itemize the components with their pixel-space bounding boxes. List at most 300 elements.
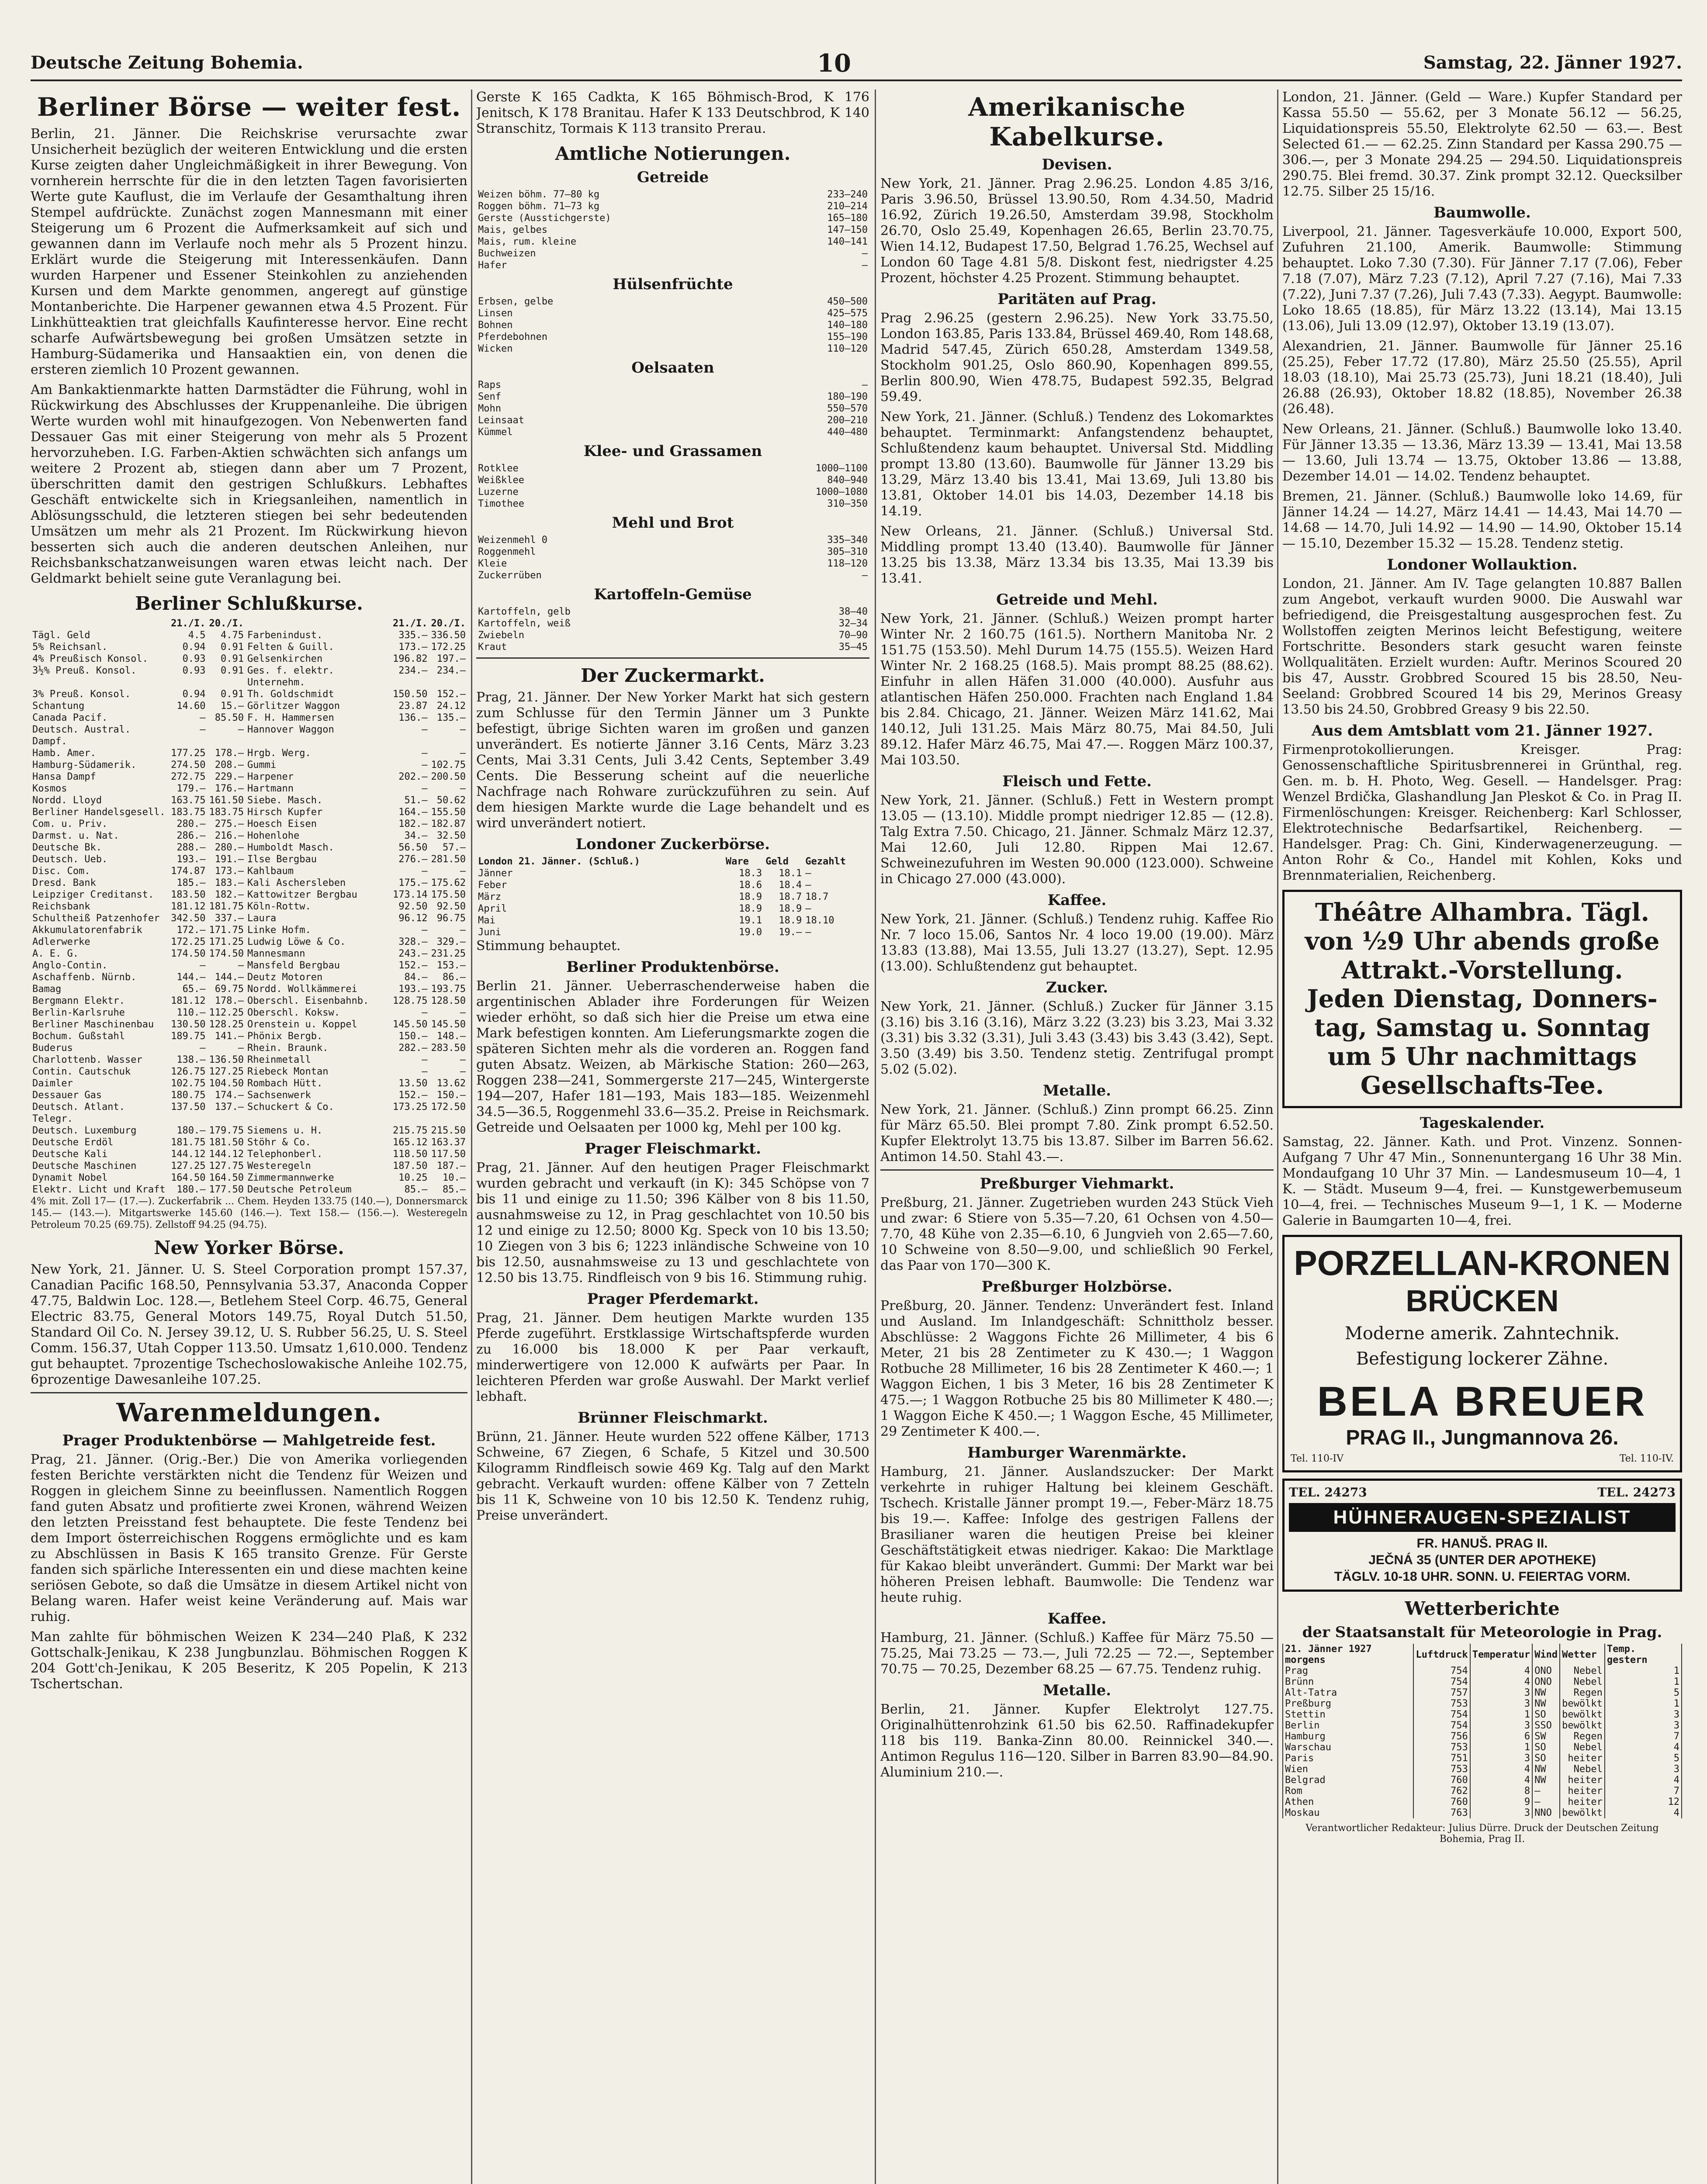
article-paragraph: Am Bankaktienmarkte hatten Darmstädter die Führung, wohl in Rückwirkung des Abschlusses der Kruppenanleihe. Die übrigen Werte wurden wohl mit hinaufgezogen. Von Nebenwerten fand Dessauer Gas mit einer Steigerung von mehr als 5 Prozent hervorzuheben. I.G. Farben-Aktien schwächten sich anfangs um weitere 2 Prozent ab, stiegen dann aber um 7 Prozent, überschritten damit den gestrigen Schlußkurs. Lebhaftes Geschäft entwickelte sich in Kriegsanleihen, namentlich in Ablösungsschuld, die letzteren stiegen bei sehr bedeutenden Umsätzen um mehr als 21 Prozent. Im Rückwirkung hievon besserten sich auch die anderen deutschen Anleihen, nur Reichsbankschatzanweisungen waren etwas leicht nach. Der Geldmarkt behielt seine gute Veranlagung bei.	[31, 382, 467, 586]
table-cell: 178.—	[215, 748, 244, 759]
article-paragraph: Brünn, 21. Jänner. Heute wurden 522 offene Kälber, 1713 Schweine, 67 Ziegen, 6 Schafe, 5 Kitzel und 30.500 Kilogramm Rindfleisch sowie 469 Kg. Talg auf den Markt gebracht. Verkauft wurden: offene Kälber von 7 Zetteln bis 11 K, Schweine von 10 bis 12.50 K. Tendenz ruhig, Preise unverändert.	[476, 1429, 869, 1523]
subsection-oelsaaten: Oelsaaten	[631, 359, 714, 377]
table-cell: Bergmann Elektr.	[32, 995, 125, 1006]
table-cell: 18.10	[805, 915, 834, 926]
table-row	[31, 1066, 467, 1078]
table-row	[476, 474, 869, 486]
table-row	[31, 1042, 467, 1054]
table-cell: Gummi	[247, 760, 277, 771]
table-row	[31, 1137, 467, 1148]
table-cell: 173.25	[393, 1102, 428, 1113]
table-cell: 3	[1470, 1698, 1532, 1709]
table-row	[31, 1030, 467, 1042]
table-cell: 3% Preuß. Konsol.	[32, 689, 131, 700]
article-paragraph: London, 21. Jänner. Am IV. Tage gelangten 10.887 Ballen zum Angebot, verkauft wurden 9000. Die Auswahl war befriedigend, die Preisgestaltung ausgesprochen fest. Zu Wollstoffen zeigten Merinos leicht Befestigung, weitere Fortschritte. Besonders stark gesucht waren feinste Wollqualitäten. Erzielt wurden: Auftr. Merinos Scoured 20 bis 47, Ausstr. Grobbred Scoured 15 bis 28.50, Neu-Seeland: Grobbred Scoured 14 bis 29, Merinos Greasy 13.50 bis 24.50, Grobbred Greasy 9 bis 22.50.	[1282, 576, 1682, 717]
table-cell: 18.4	[779, 880, 802, 891]
table-cell: Felten & Guill.	[247, 642, 334, 653]
table-cell: 283.50	[431, 1043, 466, 1054]
table-cell: —	[422, 760, 428, 771]
table-cell: 754	[1413, 1709, 1470, 1720]
column-3	[880, 90, 1274, 2184]
table-cell: 179.75	[209, 1125, 244, 1136]
table-cell: Zuckerrüben	[478, 570, 542, 581]
table-cell: —	[200, 960, 206, 971]
table-cell: 425—575	[827, 308, 868, 319]
table-cell: Schuckert & Co.	[247, 1102, 334, 1113]
table-row	[476, 308, 869, 319]
table-row	[31, 877, 467, 889]
table-cell: Gerste (Ausstichgerste)	[478, 213, 611, 224]
table-cell: Tägl. Geld	[32, 630, 90, 641]
table-cell: 148.—	[436, 1031, 466, 1042]
table-cell: März	[478, 892, 501, 902]
subsection-kartoffeln: Kartoffeln-Gemüse	[594, 586, 752, 603]
table-row	[476, 379, 869, 391]
subsection-tageskalender: Tageskalender.	[1420, 1114, 1545, 1132]
table-cell: 85.50	[215, 712, 244, 723]
table-cell: 9	[1470, 1797, 1532, 1807]
subsection-amtsblatt: Aus dem Amtsblatt vom 21. Jänner 1927.	[1311, 722, 1653, 740]
table-cell: 153.—	[436, 960, 466, 971]
article-paragraph: Bremen, 21. Jänner. (Schluß.) Baumwolle loko 14.69, für Jänner 14.24 — 14.27, März 14.41 — 14.43, Mai 14.70 — 14.68 — 14.70, Juli 14.92 — 14.90 — 14.90, Oktober 15.14 — 15.10, Dezember 15.32 — 15.28. Tendenz stetig.	[1282, 489, 1682, 551]
table-row	[1283, 1676, 1682, 1687]
table-cell: 96.12	[398, 913, 428, 924]
table-cell: 0.91	[221, 653, 244, 664]
table-header-cell: Wind	[1532, 1644, 1560, 1666]
table-cell: bewölkt	[1560, 1807, 1605, 1818]
table-cell: Pferdebohnen	[478, 332, 547, 342]
table-cell: —	[422, 1066, 428, 1077]
table-cell: 140—141	[827, 236, 868, 247]
table-cell: 18.9	[779, 903, 802, 914]
table-cell: 4.5	[188, 630, 206, 641]
table-cell: —	[460, 1007, 466, 1018]
article-paragraph: Gerste K 165 Cadkta, K 165 Böhmisch-Brod, K 176 Jenitsch, K 178 Branitau. Hafer K 133 Deutschbrod, K 140 Stranschitz, Tormais K 113 transito Prerau.	[476, 90, 869, 136]
table-cell: Dessauer Gas	[32, 1090, 102, 1101]
table-cell: Stöhr & Co.	[247, 1137, 311, 1148]
table-cell: SSO	[1532, 1720, 1560, 1731]
table-cell: Canada Pacif.	[32, 712, 108, 723]
ad-line: Moderne amerik. Zahntechnik.	[1344, 1324, 1620, 1344]
table-cell: 86.—	[443, 972, 466, 983]
table-cell: 275.—	[215, 819, 244, 829]
table-cell: Ilse Bergbau	[247, 854, 317, 865]
article-paragraph: Alexandrien, 21. Jänner. Baumwolle für Jänner 25.16 (25.25), Feber 17.72 (17.80), März 25.50 (25.55), April 18.03 (18.10), Mai 25.73 (25.73), Juni 18.21 (18.40), Juli 26.88 (26.93), Oktober 18.82 (18.85), November 26.38 (26.48).	[1282, 339, 1682, 417]
table-row	[476, 903, 869, 915]
table-cell: —	[862, 570, 868, 581]
table-cell: Deutsch. Atlant. Telegr.	[32, 1102, 125, 1124]
subsection-kaffee: Kaffee.	[1047, 892, 1107, 909]
table-row	[476, 403, 869, 415]
table-cell: 18.9	[739, 892, 762, 902]
table-cell: 161.50	[209, 795, 244, 806]
table-cell: Brünn	[1283, 1676, 1413, 1687]
table-cell: 18.1	[779, 868, 802, 879]
table-cell: 10.—	[443, 1172, 466, 1183]
table-row	[476, 248, 869, 259]
table-row	[31, 889, 467, 901]
table-header-cell	[31, 618, 169, 629]
table-cell: Wicken	[478, 343, 513, 354]
table-cell: 187.50	[393, 1161, 428, 1171]
article-paragraph: New Orleans, 21. Jänner. (Schluß.) Universal Std. Middling prompt 13.40 (13.40). Baumwolle für Jänner 13.25 bis 13.38, März 13.34 bis 13.35, Mai 13.39 bis 13.41.	[880, 524, 1274, 586]
table-row	[476, 926, 869, 938]
table-cell: 1000—1100	[815, 463, 868, 474]
table-row	[31, 795, 467, 806]
table-row	[31, 995, 467, 1007]
kartoffel-table	[476, 606, 869, 653]
table-cell: 140—180	[827, 320, 868, 331]
table-cell: 173.—	[398, 642, 428, 653]
table-cell: Contin. Cautschuk	[32, 1066, 131, 1077]
article-paragraph: New York, 21. Jänner. (Schluß.) Fett in Western prompt 13.05 — (13.10). Middle prompt niedriger 12.85 — (12.8). Talg Extra 7.50. Chicago, 21. Jänner. Schmalz März 12.37, Mai 12.60, Juli 12.80. Rippen Mai 12.67. Schweinezufuhren im Westen 90.000 (123.000). Schweine in Chicago 27.000 (43.000).	[880, 793, 1274, 887]
table-row	[31, 983, 467, 995]
table-cell: 145.50	[393, 1019, 428, 1030]
table-cell: 141.—	[215, 1031, 244, 1042]
section-title-zuckermarkt: Der Zuckermarkt.	[581, 665, 765, 686]
ad-line: um 5 Uhr nachmittags	[1327, 1042, 1637, 1071]
table-cell: Siemens u. H.	[247, 1125, 323, 1136]
ad-line: von ½9 Uhr abends große	[1305, 927, 1660, 956]
table-cell: 163.37	[431, 1137, 466, 1148]
table-cell: 177.50	[209, 1184, 244, 1195]
table-cell: Buchweizen	[478, 248, 536, 259]
section-title-wetterberichte: Wetterberichte	[1405, 1598, 1560, 1619]
table-cell: 155—190	[827, 332, 868, 342]
article-paragraph: Man zahlte für böhmischen Weizen K 234—240 Plaß, K 232 Gottschalk-Jenikau, K 238 Jungbunzlau. Böhmischen Roggen K 204 Gott'ch-Jenikau, K 205 Beseritz, K 205 Popelin, K 213 Tschertschan.	[31, 1629, 467, 1692]
table-cell: Reichsbank	[32, 901, 90, 912]
table-cell: —	[460, 783, 466, 794]
table-row	[476, 570, 869, 581]
table-cell: Anglo-Contin.	[32, 960, 108, 971]
ad-line: PRAG II., Jungmannova 26.	[1346, 1426, 1619, 1449]
table-cell: 210—214	[827, 201, 868, 212]
table-cell: 6	[1470, 1731, 1532, 1742]
ad-phone: TEL. 24273	[1289, 1485, 1367, 1500]
table-cell: 51.—	[404, 795, 428, 806]
ad-phone: Tel. 110-IV.	[1619, 1453, 1674, 1464]
table-row	[476, 629, 869, 641]
table-cell: Warschau	[1283, 1742, 1413, 1753]
table-row	[31, 1019, 467, 1030]
table-cell: 175.62	[431, 878, 466, 888]
table-cell: Feber	[478, 880, 507, 891]
table-cell: 182.87	[431, 819, 466, 829]
table-cell: 3	[1470, 1807, 1532, 1818]
table-cell: NW	[1532, 1687, 1560, 1698]
table-cell: Sachsenwerk	[247, 1090, 311, 1101]
advertisement-alhambra	[1282, 890, 1682, 1108]
table-cell: 272.75	[171, 771, 206, 782]
ad-phone-row	[1291, 1453, 1674, 1464]
table-row	[1283, 1687, 1682, 1698]
table-cell: Gelsenkirchen	[247, 653, 323, 664]
table-cell: Deutsche Petroleum	[247, 1184, 352, 1195]
subsection-hamburger-warenmaerkte: Hamburger Warenmärkte.	[967, 1444, 1187, 1462]
article-paragraph: Prag, 21. Jänner. Dem heutigen Markte wurden 135 Pferde zugeführt. Erstklassige Wirtschaftspferde wurden zu 16.000 bis 18.000 K per Paar verkauft, minderwertigere von 12.000 K aufwärts per Paar. In leichteren Pferden war große Auswahl. Der Markt verlief lebhaft.	[476, 1310, 869, 1404]
table-cell: Rotklee	[478, 463, 519, 474]
table-cell: Farbenindust.	[247, 630, 323, 641]
table-cell: 8	[1470, 1786, 1532, 1797]
table-row	[31, 1101, 467, 1125]
table-cell: 329.—	[436, 936, 466, 947]
page-number: 10	[817, 49, 851, 78]
table-row	[31, 842, 467, 854]
table-cell: Hamburg-Südamerik.	[32, 760, 137, 771]
table-cell: 243.—	[398, 948, 428, 959]
advertisement-huehneraugen	[1282, 1479, 1682, 1592]
table-cell: 280.—	[215, 842, 244, 853]
ad-line: Jeden Dienstag, Donners-	[1307, 985, 1658, 1013]
table-cell: 181.75	[209, 901, 244, 912]
table-cell: Humboldt Masch.	[247, 842, 334, 853]
table-cell: April	[478, 903, 507, 914]
table-cell: 216.—	[215, 830, 244, 841]
table-cell: Nebel	[1560, 1676, 1605, 1687]
table-cell: Charlottenb. Wasser	[32, 1054, 142, 1065]
table-cell: 281.50	[431, 854, 466, 865]
table-cell: Görlitzer Waggon	[247, 701, 340, 712]
table-header-cell: London 21. Jänner. (Schluß.)	[478, 856, 640, 867]
ad-line: TÄGLV. 10-18 UHR. SONN. U. FEIERTAG VORM.	[1334, 1569, 1631, 1584]
table-row	[1283, 1742, 1682, 1753]
table-cell: 18.3	[739, 868, 762, 879]
table-cell: 3	[1470, 1687, 1532, 1698]
table-cell: 288.—	[177, 842, 206, 853]
table-cell: Athen	[1283, 1797, 1413, 1807]
table-cell: F. H. Hammersen	[247, 712, 334, 723]
table-cell: 84.—	[404, 972, 428, 983]
table-cell: Regen	[1560, 1731, 1605, 1742]
section-subtitle-wetter: der Staatsanstalt für Meteorologie in Prag.	[1302, 1624, 1662, 1641]
subsection-pressburger-holzboerse: Preßburger Holzbörse.	[981, 1278, 1173, 1296]
table-cell: ONO	[1532, 1676, 1560, 1687]
table-row	[31, 688, 467, 700]
subsection-wollauktion: Londoner Wollauktion.	[1387, 556, 1578, 574]
table-cell: Jänner	[478, 868, 513, 879]
table-cell: Berliner Handelsgesell.	[32, 807, 166, 818]
table-cell: 174.—	[215, 1090, 244, 1101]
table-cell: Berlin	[1283, 1720, 1413, 1731]
table-cell: Hartmann	[247, 783, 294, 794]
table-cell: 215.50	[431, 1125, 466, 1136]
divider	[880, 1169, 1274, 1171]
table-cell: 127.25	[209, 1066, 244, 1077]
subsection-devisen: Devisen.	[1042, 156, 1112, 173]
table-cell: —	[862, 248, 868, 259]
table-cell: Buderus	[32, 1043, 73, 1054]
article-paragraph: Prag, 21. Jänner. Auf den heutigen Prager Fleischmarkt wurden gebracht und verkauft (in K): 345 Schöpse von 7 bis 11 und einige zu 11.50; 396 Kälber von 8 bis 11.50, ausnahmsweise zu 12, in Prag geschlachtet von 10.50 bis 12 und einige zu 12.50; 8000 Kg. Speck von 10 bis 13.50; 10 Ziegen von 3 bis 6; 1223 inländische Schweine von 10 bis 12.50, ausnahmsweise zu 13 und geschlachtete von 12.50 bis 13.75. Rindfleisch von 9 bis 16. Stimmung ruhig.	[476, 1160, 869, 1286]
ad-line: JEČNÁ 35 (UNTER DER APOTHEKE)	[1368, 1553, 1596, 1567]
table-cell: 450—500	[827, 296, 868, 307]
table-cell: 164.50	[209, 1172, 244, 1183]
table-cell: 276.—	[398, 854, 428, 865]
ad-line: Gesellschafts-Tee.	[1360, 1071, 1604, 1100]
table-cell: 754	[1413, 1720, 1470, 1731]
table-cell: Deutsch. Austral. Dampf.	[32, 724, 131, 747]
table-row	[31, 901, 467, 912]
table-cell: Elektr. Licht und Kraft	[32, 1184, 166, 1195]
masthead	[31, 49, 1682, 81]
article-paragraph: New York, 21. Jänner. (Schluß.) Tendenz ruhig. Kaffee Rio Nr. 7 loco 15.06, Santos Nr. 4 loco 19.00 (19.00). März 13.83 (13.88), Mai 13.55, Juli 13.27 (13.27), Sept. 12.95 (13.00). Schlußtendenz gut behauptet.	[880, 912, 1274, 974]
table-cell: 4	[1470, 1676, 1532, 1687]
table-cell: 174.50	[209, 948, 244, 959]
article-paragraph: Samstag, 22. Jänner. Kath. und Prot. Vinzenz. Sonnen-Aufgang 7 Uhr 47 Min., Sonnenuntergang 16 Uhr 38 Min. Mondaufgang 10 Uhr 37 Min. — Landesmuseum 10—4, 1 K. — Städt. Museum 9—4, frei. — Kunstgewerbemuseum 10—4, frei. — Technisches Museum 9—1, 1 K. — Moderne Galerie in Baumgarten 10—4, frei.	[1282, 1134, 1682, 1228]
table-cell: Telephonberl.	[247, 1149, 323, 1160]
subsection-prager-pferdemarkt: Prager Pferdemarkt.	[587, 1290, 759, 1308]
article-paragraph: Hamburg, 21. Jänner. (Schluß.) Kaffee für März 75.50 — 75.25, Mai 73.25 — 73.—, Juli 72.25 — 72.—, September 70.75 — 70.25, Dezember 68.25 — 67.75. Tendenz ruhig.	[880, 1630, 1274, 1677]
table-cell: Köln-Rottw.	[247, 901, 311, 912]
table-row	[1283, 1764, 1682, 1775]
table-cell: 165—180	[827, 213, 868, 224]
table-cell: Preßburg	[1283, 1698, 1413, 1709]
table-cell: 0.94	[182, 689, 206, 700]
table-cell: 754	[1413, 1666, 1470, 1676]
table-cell: 152.—	[436, 689, 466, 700]
table-row	[31, 960, 467, 971]
table-cell: 231.25	[431, 948, 466, 959]
table-cell: Paris	[1283, 1753, 1413, 1764]
table-cell: 164.50	[171, 1172, 206, 1183]
table-cell: 182.—	[398, 819, 428, 829]
table-cell: Ludwig Löwe & Co.	[247, 936, 346, 947]
table-cell: Rom	[1283, 1786, 1413, 1797]
table-row	[31, 1054, 467, 1066]
table-cell: 200—210	[827, 415, 868, 426]
table-cell: 152.—	[398, 1090, 428, 1101]
table-cell: 280.—	[177, 819, 206, 829]
table-row	[476, 546, 869, 558]
table-cell: Linsen	[478, 308, 513, 319]
article-paragraph: New Orleans, 21. Jänner. (Schluß.) Baumwolle loko 13.40. Für Jänner 13.35 — 13.36, März 13.39 — 13.41, Mai 13.58 — 13.60, Juli 13.74 — 13.75, Oktober 13.86 — 13.88, Dezember 14.01 — 14.02. Tendenz behauptet.	[1282, 422, 1682, 484]
getreide-table	[476, 189, 869, 271]
table-cell: 3	[1605, 1709, 1682, 1720]
table-cell: Harpener	[247, 771, 294, 782]
column-1	[31, 90, 467, 2184]
subsection-londoner-zuckerboerse: Londoner Zuckerbörse.	[575, 836, 770, 853]
article-paragraph: New York, 21. Jänner. (Schluß.) Zinn prompt 66.25. Zinn für März 65.50. Blei prompt 7.80. Zink prompt 6.52.50. Kupfer Elektrolyt 13.75 bis 13.87. Silber im Barren 56.62. Antimon 14.50. Stahl 43.—.	[880, 1102, 1274, 1165]
table-cell: 342.50	[171, 913, 206, 924]
table-header-cell: Temp. gestern	[1605, 1644, 1682, 1666]
table-cell: 150.—	[398, 1031, 428, 1042]
table-cell: —	[422, 1054, 428, 1065]
table-cell: 4	[1470, 1666, 1532, 1676]
table-header-cell: Luftdruck	[1413, 1644, 1470, 1666]
table-cell: Th. Goldschmidt	[247, 689, 334, 700]
table-cell: —	[422, 1007, 428, 1018]
table-cell: Hafer	[478, 260, 507, 271]
table-row	[476, 486, 869, 498]
column-rule	[471, 90, 472, 2184]
klee-table	[476, 463, 869, 510]
table-row	[476, 331, 869, 343]
table-cell: —	[460, 748, 466, 759]
table-cell: heiter	[1560, 1753, 1605, 1764]
table-cell: Mai	[478, 915, 495, 926]
table-cell: 128.75	[393, 995, 428, 1006]
table-cell: Roggenmehl	[478, 546, 536, 557]
table-cell: 175.50	[431, 889, 466, 900]
table-cell: —	[238, 1043, 244, 1054]
table-header-cell: 20./I.	[209, 618, 244, 629]
table-cell: —	[422, 925, 428, 936]
table-header-cell: 21./I.	[393, 618, 428, 629]
table-cell: —	[805, 868, 811, 879]
article-paragraph: New York, 21. Jänner. Prag 2.96.25. London 4.85 3/16, Paris 3.96.50, Brüssel 13.90.50, Rom 4.34.50, Madrid 16.92, Zürich 19.26.50, Amsterdam 39.98, Stockholm 26.70, Oslo 25.49, Kopenhagen 26.65, Berlin 23.70.75, Wien 14.12, Budapest 17.50, Belgrad 1.76.25, Wechsel auf London 60 Tage 4.81 5/8. Diskont fest, niedrigster 4.25 Prozent, höchster 4.25 Prozent. Stimmung behauptet.	[880, 176, 1274, 286]
table-row	[1283, 1666, 1682, 1676]
column-4	[1282, 90, 1682, 2184]
table-cell: 32.50	[436, 830, 466, 841]
subsection-getreide-mehl: Getreide und Mehl.	[996, 591, 1158, 608]
table-cell: 1	[1470, 1742, 1532, 1753]
table-cell: 24.12	[436, 701, 466, 712]
table-cell: Hamb. Amer.	[32, 748, 96, 759]
table-cell: Berlin-Karlsruhe	[32, 1007, 125, 1018]
table-cell: 196.82	[393, 653, 428, 664]
table-cell: 112.25	[209, 1007, 244, 1018]
table-cell: 183.50	[171, 889, 206, 900]
table-cell: 282.—	[398, 1043, 428, 1054]
table-cell: 19.0	[739, 927, 762, 938]
table-cell: 4	[1605, 1807, 1682, 1818]
table-cell: —	[238, 960, 244, 971]
table-cell: 310—350	[827, 498, 868, 509]
table-cell: Nordd. Lloyd	[32, 795, 102, 806]
table-cell: Moskau	[1283, 1807, 1413, 1818]
table-cell: 181.12	[171, 995, 206, 1006]
table-cell: 229.—	[215, 771, 244, 782]
table-cell: 144.12	[171, 1149, 206, 1160]
table-cell: 3	[1605, 1764, 1682, 1775]
table-cell: Deutz Motoren	[247, 972, 323, 983]
table-row	[476, 189, 869, 200]
subsection-mehl: Mehl und Brot	[612, 514, 734, 532]
ad-line: Attrakt.-Vorstellung.	[1341, 956, 1623, 985]
table-cell: 56.50	[398, 842, 428, 853]
table-cell: 181.50	[209, 1137, 244, 1148]
subsection-bruenner-fleischmarkt: Brünner Fleischmarkt.	[578, 1409, 768, 1427]
table-row	[1283, 1775, 1682, 1786]
table-cell: —	[805, 927, 811, 938]
ad-line: tag, Samstag u. Sonntag	[1314, 1013, 1650, 1042]
table-cell: 753	[1413, 1742, 1470, 1753]
table-cell: Kraut	[478, 642, 507, 653]
table-cell: 12	[1605, 1797, 1682, 1807]
table-cell: Raps	[478, 380, 501, 390]
table-row	[31, 783, 467, 795]
table-cell: 0.93	[182, 665, 206, 676]
oelsaaten-table	[476, 379, 869, 438]
table-row	[31, 653, 467, 665]
newspaper-page	[31, 0, 1682, 2184]
subsection-paritaeten: Paritäten auf Prag.	[997, 290, 1156, 308]
table-cell: Dynamit Nobel	[32, 1172, 108, 1183]
table-cell: bewölkt	[1560, 1720, 1605, 1731]
table-cell: Daimler	[32, 1078, 73, 1089]
table-cell: Juni	[478, 927, 501, 938]
table-cell: 4% Preußisch Konsol.	[32, 653, 148, 664]
table-cell: 335—340	[827, 535, 868, 546]
table-header-cell: Wetter	[1560, 1644, 1605, 1666]
table-cell: 215.75	[393, 1125, 428, 1136]
table-cell: 85.—	[404, 1184, 428, 1195]
table-cell: 550—570	[827, 403, 868, 414]
weather-table	[1282, 1644, 1682, 1818]
table-cell: Wien	[1283, 1764, 1413, 1775]
headline-kabelkurse: Amerikanische Kabelkurse.	[968, 92, 1186, 152]
table-cell: 3	[1470, 1753, 1532, 1764]
table-cell: Ges. f. elektr. Unternehm.	[247, 665, 334, 688]
